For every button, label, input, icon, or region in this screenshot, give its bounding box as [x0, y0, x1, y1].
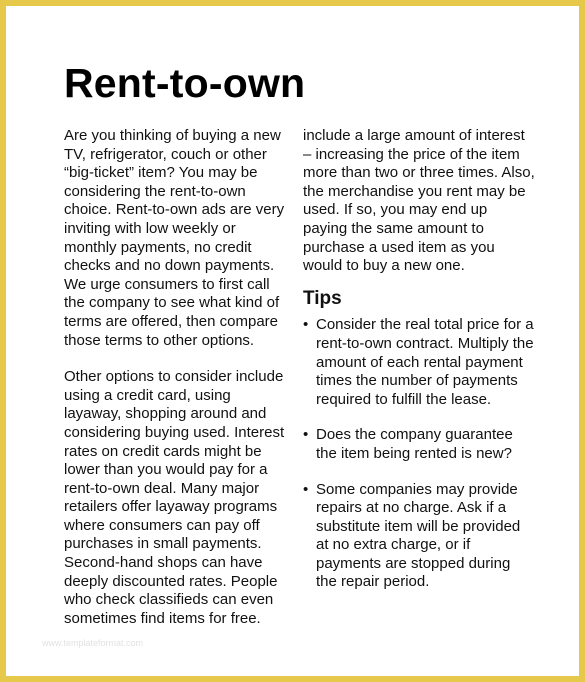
tip-item: • Some companies may provide repairs at no charge. Ask if a substitute item will be provided at no extra charge, or if payments are stopped during the repair period. — [303, 481, 535, 593]
tips-list — [303, 316, 535, 592]
tip-item: • Consider the real total price for a rent-to-own contract. Multiply the amount of each rental payment times the number of payments required to fulfill the lease. — [303, 316, 535, 409]
left-column — [64, 127, 288, 628]
document-page — [6, 6, 579, 676]
tips-heading: Tips — [303, 287, 342, 309]
paragraph-continued: include a large amount of interest – increasing the price of the item more than two or three times. Also, the merchandise you rent may be used. If so, you may end up paying the same amount to purchase a used item as you would to buy a new one. — [303, 127, 535, 275]
watermark: www.templateformat.com — [42, 638, 144, 648]
tip-item: • Does the company guarantee the item being rented is new? — [303, 426, 535, 463]
document-title: Rent-to-own — [64, 60, 306, 106]
paragraph-intro: Are you thinking of buying a new TV, refrigerator, couch or other “big-ticket” item? You may be considering the rent-to-own choice. Rent-to-own ads are very inviting with low weekly or monthly payments, no credit checks and no down payments. We urge consumers to first call the company to see what kind of terms are offered, then compare those terms to other options. — [64, 127, 285, 349]
right-column — [303, 127, 535, 609]
paragraph-options: Other options to consider include using a credit card, using layaway, shopping around and considering buying used. Interest rates on credit cards might be lower than you would pay for a rent-to-own deal. Many major retailers offer layaway programs where consumers can pay off purchases in small payments. Second-hand shops can have deeply discounted rates. People who check classifieds can even sometimes find items for free. — [64, 368, 285, 627]
